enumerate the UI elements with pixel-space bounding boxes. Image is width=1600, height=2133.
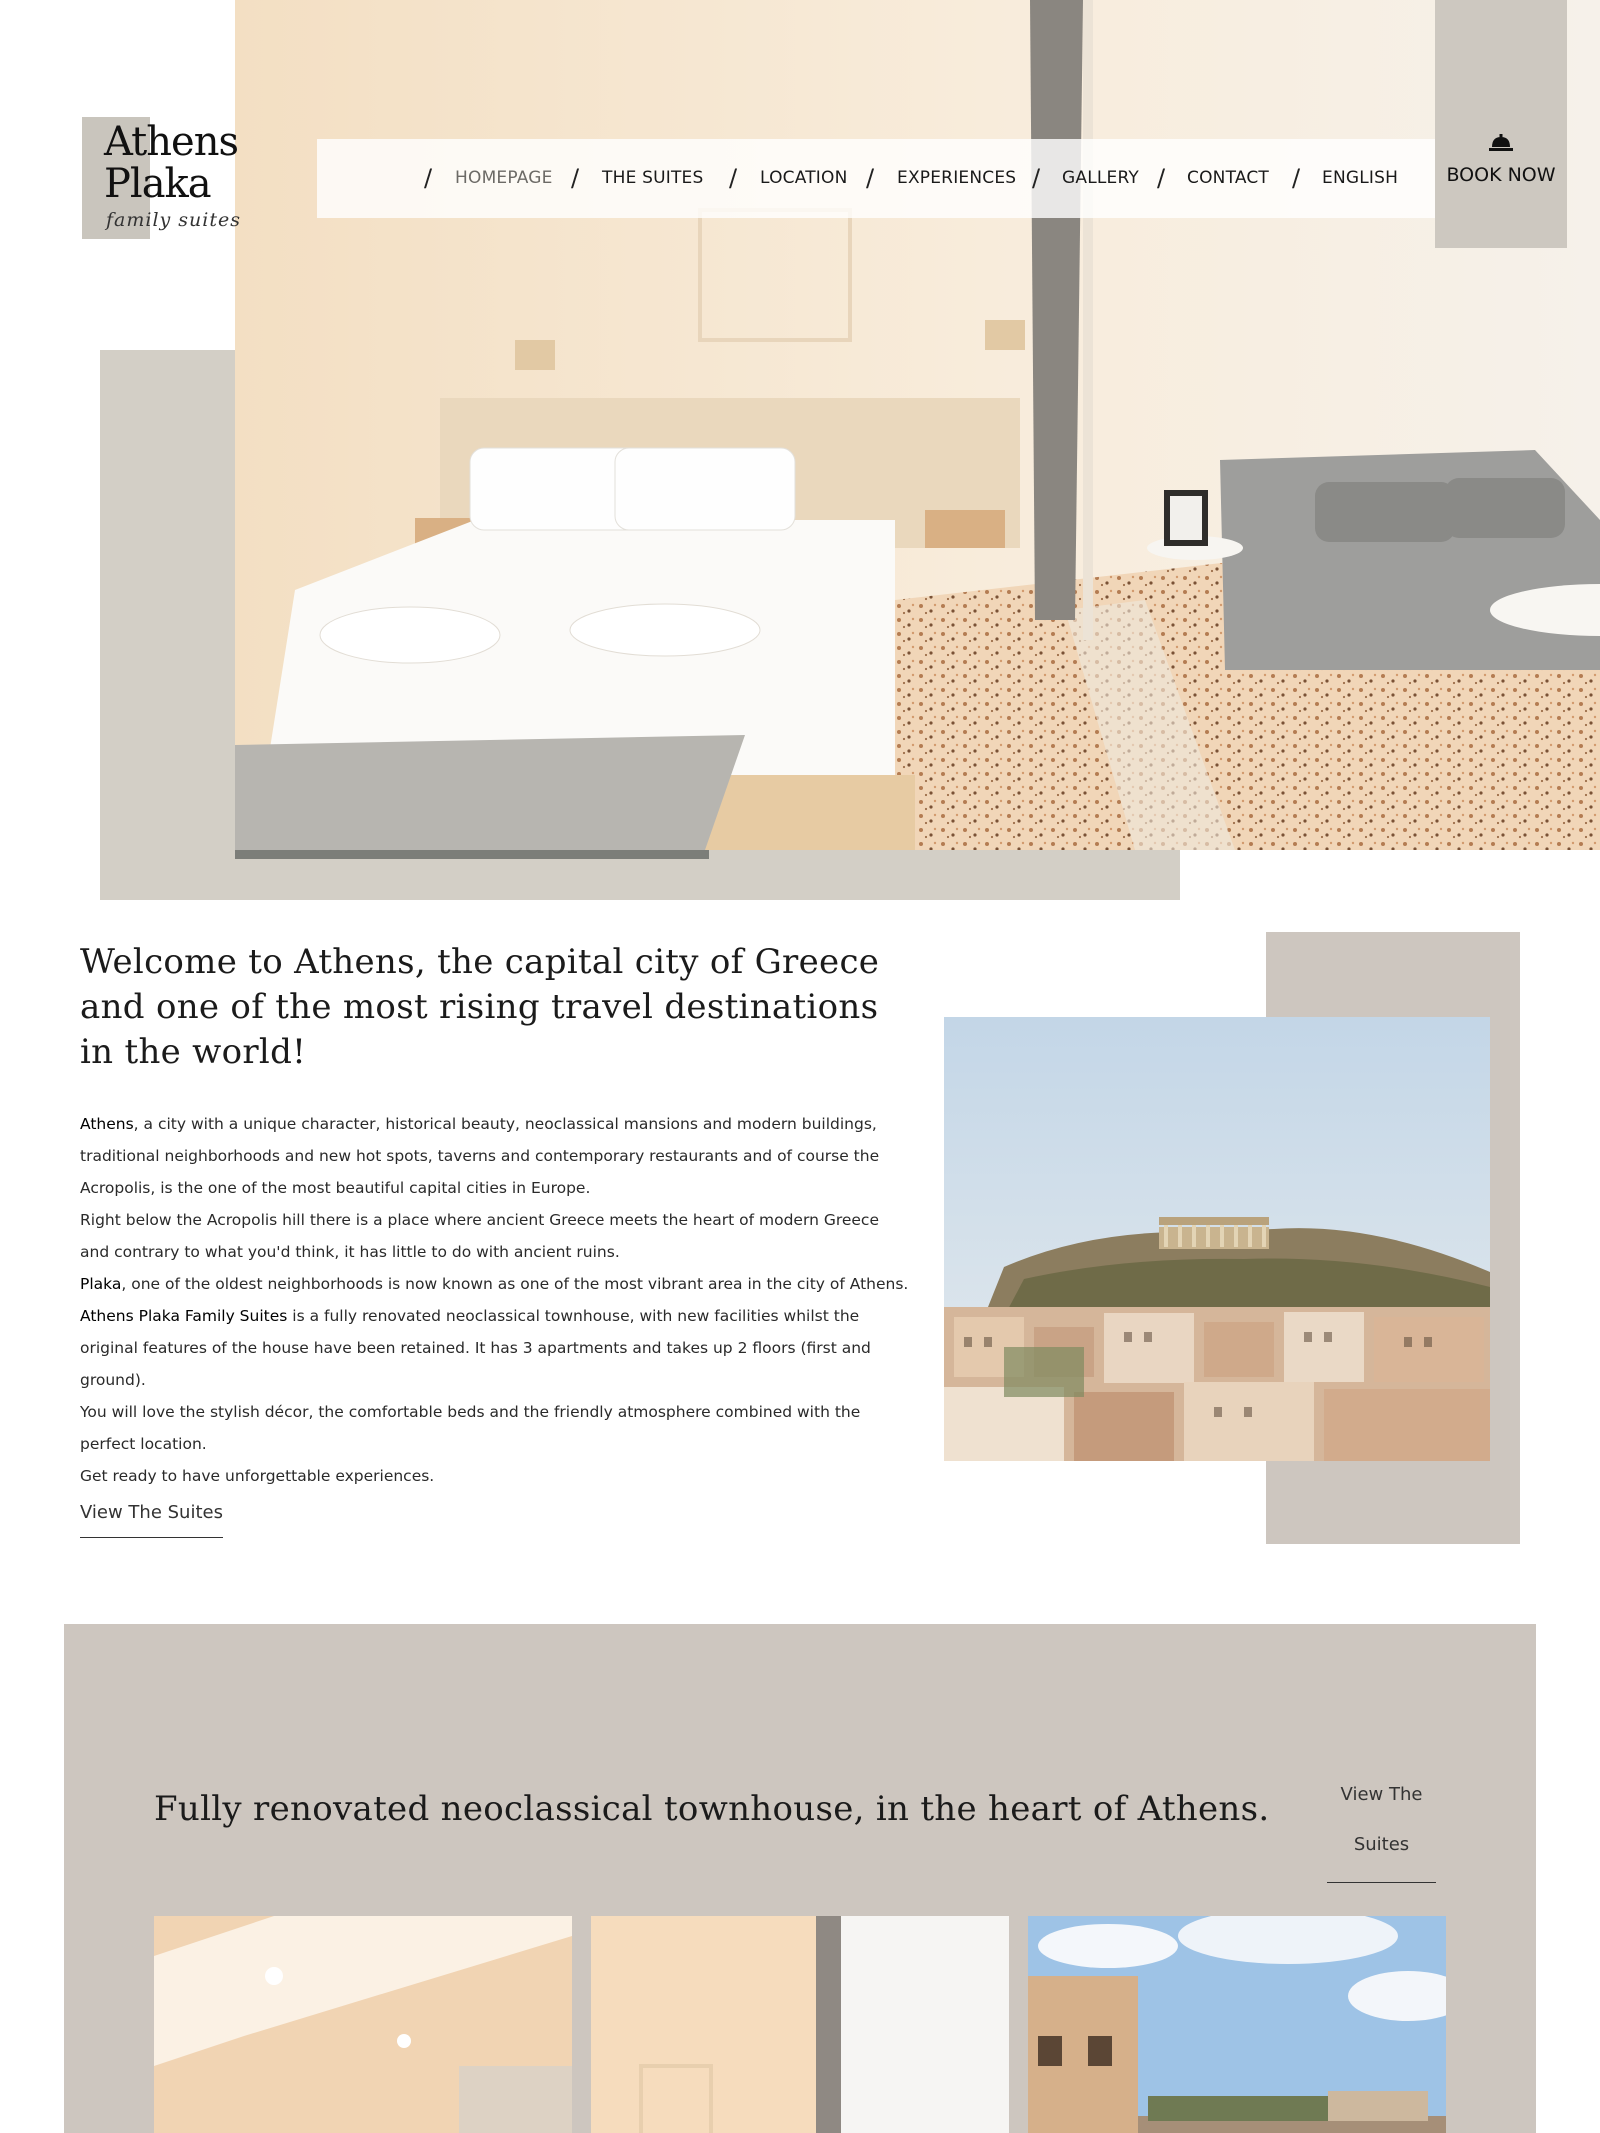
paragraph-text: is a fully renovated neoclassical townhouse, with new facilities whilst the original features of the house have been retained. It has 3 apartments and takes up 2 floors (first and ground). xyxy=(80,1307,871,1389)
building-exterior-thumbnail[interactable] xyxy=(1028,1916,1446,2133)
nav-separator: / xyxy=(424,164,433,192)
view-the-suites-link[interactable]: View The Suites xyxy=(80,1502,223,1538)
nav-separator: / xyxy=(1292,164,1301,192)
main-navigation xyxy=(317,139,1437,218)
paragraph-text: , one of the oldest neighborhoods is now known as one of the most vibrant area in the city of Athens. xyxy=(121,1275,909,1293)
welcome-paragraph xyxy=(80,1268,910,1300)
welcome-paragraph xyxy=(80,1300,910,1396)
thumbnail-art xyxy=(1028,1916,1446,2133)
acropolis-image-art xyxy=(944,1017,1490,1461)
logo-text-athens: Athens xyxy=(104,119,238,165)
suite-interior-thumbnail[interactable] xyxy=(154,1916,572,2133)
welcome-paragraph xyxy=(80,1108,910,1204)
nav-item-the-suites[interactable]: THE SUITES xyxy=(602,168,704,188)
thumbnail-art xyxy=(154,1916,572,2133)
nav-item-gallery[interactable]: GALLERY xyxy=(1062,168,1139,188)
book-now-button[interactable] xyxy=(1435,0,1567,248)
suite-hallway-thumbnail[interactable] xyxy=(591,1916,1009,2133)
thumbnail-art xyxy=(591,1916,1009,2133)
nav-separator: / xyxy=(1157,164,1166,192)
welcome-paragraph: Right below the Acropolis hill there is a place where ancient Greece meets the heart of modern Greece and contrary to what you'd think, it has little to do with ancient ruins. xyxy=(80,1211,879,1261)
hero-slider-progress xyxy=(235,850,709,859)
nav-separator: / xyxy=(1032,164,1041,192)
townhouse-view-suites-link[interactable]: View The Suites xyxy=(1327,1770,1436,1883)
nav-item-homepage[interactable]: HOMEPAGE xyxy=(455,168,553,188)
highlight-plaka: Plaka xyxy=(80,1275,122,1293)
nav-item-language-english[interactable]: ENGLISH xyxy=(1322,168,1399,188)
book-now-label: BOOK NOW xyxy=(1446,164,1556,186)
welcome-heading: Welcome to Athens, the capital city of Greece and one of the most rising travel destinations in the world! xyxy=(80,942,880,1072)
welcome-paragraph: You will love the stylish décor, the comfortable beds and the friendly atmosphere combined with the perfect location. xyxy=(80,1403,861,1453)
townhouse-heading: Fully renovated neoclassical townhouse, in the heart of Athens. xyxy=(154,1789,1270,1829)
nav-separator: / xyxy=(866,164,875,192)
logo-text-family-suites: family suites xyxy=(106,209,241,231)
nav-item-location[interactable]: LOCATION xyxy=(760,168,848,188)
paragraph-text: , a city with a unique character, historical beauty, neoclassical mansions and modern buildings, traditional neighborhoods and new hot spots, taverns and contemporary restaurants and of course the Acropolis, is the one of the most beautiful capital cities in Europe. xyxy=(80,1115,880,1197)
highlight-athens: Athens xyxy=(80,1115,134,1133)
logo-text-plaka: Plaka xyxy=(104,161,211,207)
acropolis-view-image xyxy=(944,1017,1490,1461)
welcome-paragraph: Get ready to have unforgettable experiences. xyxy=(80,1467,435,1485)
hero-image-suite-bedroom xyxy=(235,0,1600,850)
nav-item-experiences[interactable]: EXPERIENCES xyxy=(897,168,1017,188)
highlight-suites-name: Athens Plaka Family Suites xyxy=(80,1307,288,1325)
welcome-text xyxy=(80,1108,910,1492)
brand-logo[interactable] xyxy=(82,117,242,241)
nav-separator: / xyxy=(729,164,738,192)
hero-image-art xyxy=(235,0,1600,850)
service-bell-icon xyxy=(1489,134,1513,152)
nav-item-contact[interactable]: CONTACT xyxy=(1187,168,1270,188)
nav-separator: / xyxy=(571,164,580,192)
